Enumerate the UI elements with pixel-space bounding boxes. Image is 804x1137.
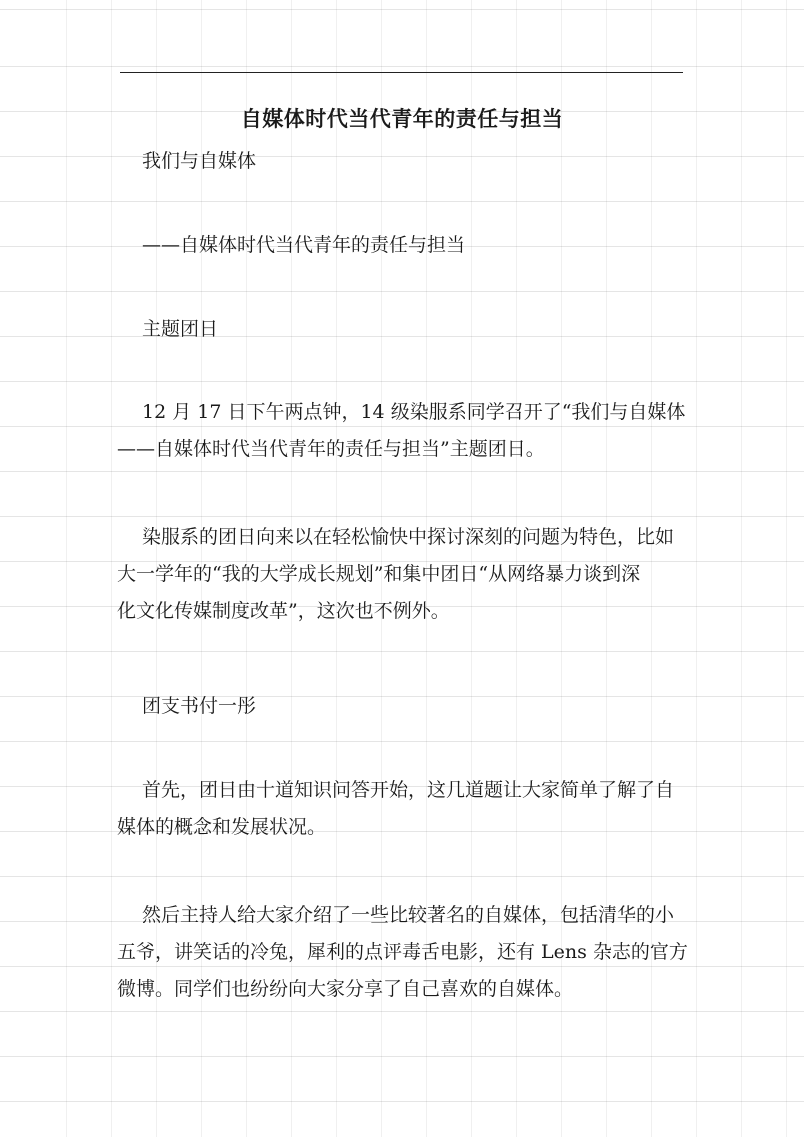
paragraph-theme-day: 主题团日 <box>142 318 219 340</box>
paragraph-subtitle-dash: ——自媒体时代当代青年的责任与担当 <box>142 234 466 256</box>
document-title: 自媒体时代当代青年的责任与担当 <box>240 106 564 131</box>
paragraph-secretary: 团支书付一彤 <box>142 695 257 717</box>
paragraph-self-media-examples: 然后主持人给大家介绍了一些比较著名的自媒体，包括清华的小 五爷，讲笑话的冷兔，犀利的点评毒舌电影，还有 Lens 杂志的官方 微博。同学们也纷纷向大家分享了自己喜欢的自媒体。 <box>117 904 688 1000</box>
header-rule <box>120 72 683 73</box>
paragraph-subtitle: 我们与自媒体 <box>142 150 257 172</box>
paragraph-tradition: 染服系的团日向来以在轻松愉快中探讨深刻的问题为特色，比如 大一学年的“我的大学成长规划”和集中团日“从网络暴力谈到深 化文化传媒制度改革”，这次也不例外。 <box>117 526 675 622</box>
paragraph-intro: 12 月 17 日下午两点钟，14 级染服系同学召开了“我们与自媒体 ——自媒体时代当代青年的责任与担当”主题团日。 <box>117 401 686 460</box>
paragraph-quiz: 首先，团日由十道知识问答开始，这几道题让大家简单了解了自 媒体的概念和发展状况。 <box>117 779 675 838</box>
